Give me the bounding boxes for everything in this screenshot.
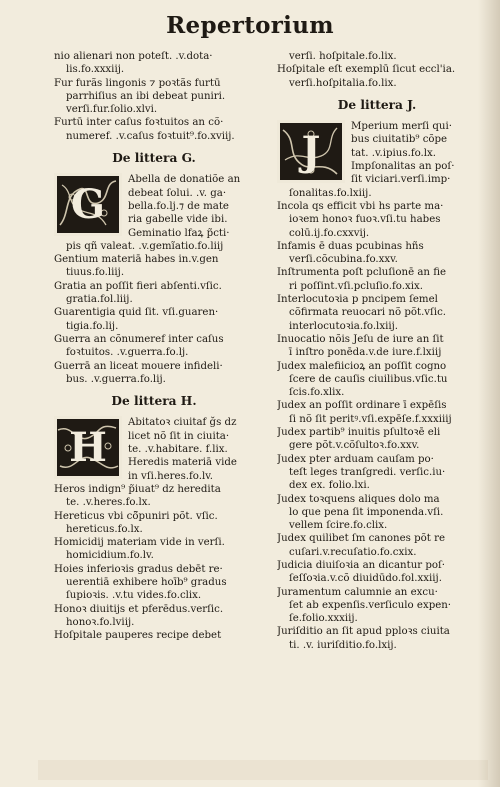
section-g-block	[54, 173, 254, 239]
entry-line: Incola qs efficit vbi hs parte ma·	[277, 200, 444, 212]
entry-line: Hoies inferioꝛis gradus debēt re·	[54, 563, 223, 575]
right-column	[277, 50, 477, 652]
entry-line: bus. .v.guerra.fo.lij.	[66, 373, 166, 385]
entry-line: Abella de donatiõe an	[128, 174, 241, 186]
page-gutter-shadow	[478, 0, 500, 787]
entry-line: Juriſditio an ſit apud pploꝛs ciuita	[277, 626, 450, 638]
entry-line: Guerra an cõnumeref inter caſus	[54, 333, 224, 345]
entry-line: in vſi.heres.fo.lv.	[128, 470, 214, 482]
entry-line: Judex toꝛquens aliques dolo ma	[277, 493, 440, 505]
entry-line: numeref. .v.caſus foꝛtuit⁹.fo.xviij.	[66, 130, 235, 142]
right-top-entries	[277, 50, 477, 90]
entry-line: Inſtrumenta poſt pcluſionē an fie	[277, 267, 447, 279]
entry-line: bella.fo.lj.⁊ de mate	[128, 200, 229, 212]
decorated-initial-h	[54, 416, 122, 479]
entry-line: te. .v.heres.fo.lx.	[66, 497, 151, 509]
entry-line: honoꝛ.fo.lviij.	[66, 616, 135, 628]
section-g-entries	[54, 240, 254, 386]
entry-line: Infamis ē duas pcubinas hñs	[277, 240, 424, 252]
entry-line: cõfirmata reuocari nõ põt.vſic.	[289, 307, 447, 319]
entry-line: verſi.cõcubina.fo.xxv.	[289, 254, 398, 266]
decorated-initial-i	[277, 120, 345, 183]
entry-line: Abitatoꝛ ciuitaf ğs dz	[128, 417, 237, 429]
entry-line: Homicidij materiam vide in verſi.	[54, 537, 225, 549]
entry-line: ti. .v. iuriſditio.fo.lxij.	[289, 639, 397, 651]
entry-line: ſi nõ ſit peritꝰ.vſi.expēſe.f.xxxiiij	[289, 413, 452, 425]
entry-line: Hereticus vbi cõ̃puniri põt. vſic.	[54, 510, 218, 522]
initial-wrap-text	[128, 173, 254, 239]
entry-line: Gentium materiā habes in.v.gen	[54, 254, 219, 266]
entry-line: verſi.hoſpitalia.fo.lix.	[289, 77, 397, 89]
entry-line: Impſonalitas an poſ·	[351, 161, 455, 173]
entry-line: homicidium.fo.lv.	[66, 550, 154, 562]
entry-line: Inuocatio nõis Jeſu de iure an ſit	[277, 333, 444, 345]
section-h-entries	[54, 483, 254, 643]
entry-line: foꝛtuitos. .v.guerra.fo.lj.	[66, 347, 189, 359]
section-h-block	[54, 416, 254, 482]
entry-line: tigia.fo.lij.	[66, 320, 119, 332]
entry-line: Hoſpitale eſt exemplū ſicut eccl'ia.	[277, 64, 456, 76]
entry-line: ria gabelle vide ibi.	[128, 214, 228, 226]
entry-line: debeat ſolui. .v. ga·	[128, 187, 227, 199]
entry-line: Judex partib⁹ inuitis pſultoꝛē eli	[277, 427, 441, 439]
left-column	[54, 50, 254, 642]
entry-line: te. .v.habitare. f.lix.	[128, 444, 228, 456]
entry-line: gratia.fol.liij.	[66, 294, 133, 306]
entry-line: Judex malefiicioꝝ an poſſit cogno	[277, 360, 447, 372]
section-i-block	[277, 120, 477, 186]
paper-stain	[38, 760, 488, 780]
entry-line: nio alienari non poteſt. .v.dota·	[54, 51, 213, 62]
entry-line: cuſari.v.recuſatio.fo.cxix.	[289, 546, 417, 558]
entry-line: Judex quilibet ſm canones põt re	[277, 533, 446, 545]
initial-letter: H	[69, 424, 107, 472]
section-heading-g: De littera G.	[112, 151, 196, 166]
left-top-entries	[54, 50, 254, 143]
section-heading-i: De littera J.	[337, 97, 417, 112]
entry-line: Mperium merſi qui·	[351, 121, 452, 133]
entry-line: Juramentum calumnie an excu·	[277, 586, 438, 598]
entry-line: bus ciuitatib⁹ cõpe	[351, 134, 448, 146]
entry-line: ſe.folio.xxxiij.	[289, 613, 358, 625]
entry-line: licet nõ ſit in ciuita·	[128, 430, 230, 442]
entry-line: ſit viciari.verſi.imp·	[351, 174, 451, 186]
entry-line: parrhiſius an ibi debeat puniri.	[66, 90, 226, 102]
entry-line: teſt leges tranſgredi. verſic.iu·	[289, 466, 446, 478]
entry-line: ri poſſint.vſi.pcluſio.fo.xix.	[289, 280, 423, 292]
entry-line: Heredis materiā vide	[128, 457, 237, 469]
initial-letter: J	[301, 128, 321, 176]
entry-line: Judex pter arduam cauſam po·	[277, 453, 434, 465]
entry-line: Judicia diuiſoꝛia an dicantur poſ·	[277, 559, 446, 571]
entry-line: ſeſſoꝛia.v.cõ diuidūdo.fol.xxiij.	[289, 573, 442, 585]
entry-line: ſupioꝛis. .v.tu vides.fo.clix.	[66, 590, 202, 602]
initial-letter: G	[70, 181, 106, 229]
entry-line: Hoſpitale pauperes recipe debet	[54, 630, 222, 642]
entry-line: ī inſtro ponēda.v.de iure.f.lxiij	[289, 347, 442, 359]
running-header: Repertorium	[166, 12, 334, 39]
entry-line: uerentiā exhibere hoīb⁹ gradus	[66, 576, 227, 588]
entry-line: gere põt.v.cõſultoꝛ.fo.xxv.	[289, 440, 420, 452]
entry-line: Heros indign⁹ p̃iuat⁹ dz heredita	[54, 483, 221, 495]
entry-line: lo que pena ſit imponenda.vſi.	[289, 506, 444, 518]
entry-line: Honoꝛ diuitijs et pferēdus.verſic.	[54, 603, 224, 615]
entry-line: interlocutoꝛia.fo.lxiij.	[289, 320, 398, 332]
decorated-initial-g	[54, 173, 122, 236]
entry-line: tiuus.fo.liij.	[66, 267, 125, 279]
entry-line: Furtū inter caſus foꝛtuitos an cõ·	[54, 117, 224, 129]
entry-line: ſcere de cauſis ciuilibus.vſic.tu	[289, 373, 448, 385]
entry-line: dex ex. folio.lxi.	[289, 480, 370, 492]
entry-line: ſcis.fo.xlix.	[289, 387, 345, 399]
entry-line: pis qñ valeat. .v.gemĩatio.fo.liij	[66, 240, 224, 252]
section-heading-h: De littera H.	[111, 394, 197, 409]
entry-line: Guarentigia quid ſit. vſi.guaren·	[54, 307, 219, 319]
entry-line: ioꝛem honoꝛ fuoꝛ.vſi.tu habes	[289, 214, 441, 226]
entry-line: lis.fo.xxxiij.	[66, 64, 125, 76]
entry-line: verſi. hoſpitale.fo.lix.	[289, 51, 397, 62]
entry-line: Interlocutoꝛia p pncipem ſemel	[277, 294, 438, 306]
entry-line: Gratia an poſſit fieri abſenti.vſic.	[54, 280, 222, 292]
entry-line: verſi.fur.ſolio.xlvi.	[66, 104, 158, 116]
section-i-entries	[277, 187, 477, 652]
entry-line: tat. .v.ipius.fo.lx.	[351, 147, 437, 159]
entry-line: Guerrā an liceat mouere infideli·	[54, 360, 223, 372]
initial-wrap-text	[351, 120, 477, 186]
entry-line: hereticus.fo.lx.	[66, 523, 143, 535]
entry-line: ſet ab expenſis.verſiculo expen·	[289, 599, 452, 611]
entry-line: vellem ſcire.fo.clix.	[289, 520, 388, 532]
entry-line: colū.ij.fo.cxxvij.	[289, 227, 370, 239]
entry-line: ſonalitas.fo.lxiij.	[289, 187, 372, 199]
entry-line: Fur furãs lingonis ⁊ poꝛtãs furtū	[54, 77, 221, 89]
entry-line: Judex an poſſit ordinare ī expēſis	[277, 400, 447, 412]
initial-wrap-text	[128, 416, 254, 482]
entry-line: Geminatio lfaꝝ p̃cti·	[128, 227, 230, 239]
